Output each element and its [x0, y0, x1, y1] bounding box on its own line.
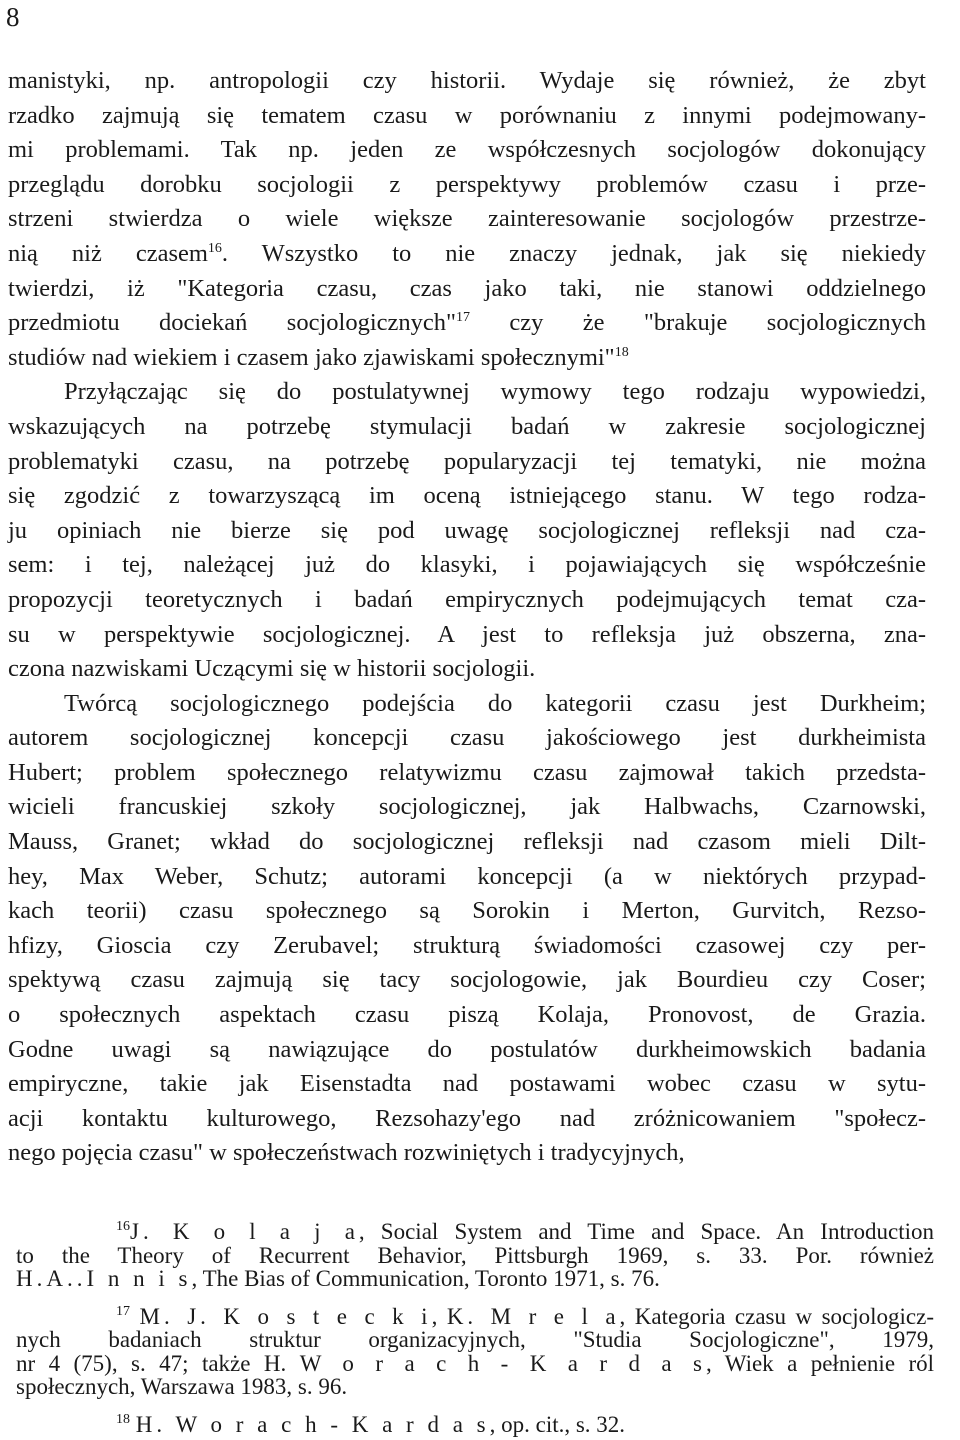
page-number: 8 — [6, 2, 20, 32]
paragraph-start: Przyłączając się do postulatywnej wymowy tego rodzaju wypowiedzi, — [64, 378, 926, 406]
text-line: acji kontaktu kulturowego, Rezsohazy'ego nad zróżnicowaniem "społecz- — [8, 1104, 926, 1132]
paragraph-start: Twórcą socjologicznego podejścia do kategorii czasu jest Durkheim; — [64, 689, 926, 717]
text-line: spektywą czasu zajmują się tacy socjologowie, jak Bourdieu czy Coser; — [8, 966, 926, 994]
text-line: studiów nad wiekiem i czasem jako zjawiskami społecznymi"$^{18}$ — [8, 343, 629, 371]
footnote-line: $^{16}$J. K o l a j a, Social System and Time and Space. An Introduction — [116, 1219, 934, 1244]
text-line: się zgodzić z towarzyszącą im oceną istniejącego stanu. W tego rodza- — [8, 482, 926, 510]
footnote-18 — [16, 1413, 934, 1437]
text-line: propozycji teoretycznych i badań empirycznych podejmujących temat cza- — [8, 585, 926, 613]
footnote-line: nych badaniach struktur organizacyjnych, "Studia Socjologiczne", 1979, — [16, 1327, 934, 1352]
footnote-author: W o r a c h - K a r d a s — [299, 1350, 707, 1376]
footnote-author: H.A..I n n i s — [16, 1266, 192, 1291]
text-line: hey, Max Weber, Schutz; autorami koncepcji (a w niektórych przypad- — [8, 862, 926, 890]
text-line: hfizy, Gioscia czy Zerubavel; strukturą świadomości czasowej czy per- — [8, 931, 926, 959]
text-line: sem: i tej, należącej już do klasyki, i pojawiających się współcześnie — [8, 551, 926, 579]
footnotes — [16, 1220, 934, 1436]
footnote-author: J. K o l a j a — [130, 1219, 359, 1244]
text-line: wicieli francuskiej szkoły socjologicznej, jak Halbwachs, Czarnowski, — [8, 793, 926, 821]
text-line: kach teorii) czasu społecznego są Sorokin i Merton, Gurvitch, Rezso- — [8, 897, 926, 925]
text-line: przedmiotu dociekań socjologicznych"$^{17}$ czy że "brakuje socjologicznych — [8, 309, 926, 337]
footnote-17 — [16, 1305, 934, 1399]
footnote-mark: 17 — [116, 1303, 130, 1319]
text-line: rzadko zajmują się tematem czasu w porównaniu z innymi podejmowany- — [8, 101, 926, 129]
text-line: Godne uwagi są nawiązujące do postulatów durkheimowskich badania — [8, 1035, 926, 1063]
footnote-line: to the Theory of Recurrent Behavior, Pittsburgh 1969, s. 33. Por. również — [16, 1242, 934, 1268]
text-line: ju opiniach nie bierze się pod uwagę socjologicznej refleksji nad cza- — [8, 516, 926, 544]
footnote-ref-17: 17 — [456, 310, 470, 326]
footnote-ref-16: 16 — [207, 240, 222, 256]
text-line: problematyki czasu, na potrzebę popularyzacji tej tematyki, nie można — [8, 447, 926, 475]
footnote-line: $^{17}$ M. J. K o s t e c k i, K. M r e l a, Kategoria czasu w socjologicz- — [116, 1303, 935, 1329]
footnote-author: K. M r e l a — [446, 1303, 620, 1329]
footnote-mark: 16 — [116, 1219, 130, 1234]
footnote-mark: 18 — [116, 1411, 130, 1427]
text-line: manistyki, np. antropologii czy historii. Wydaje się również, że zbyt — [8, 67, 926, 94]
text-line: wskazujących na potrzebę stymulacji badań w zakresie socjologicznej — [8, 412, 926, 440]
footnote-16 — [16, 1220, 934, 1291]
text-line: przeglądu dorobku socjologii z perspektywy problemów czasu i prze- — [8, 170, 926, 198]
text-line: autorem socjologicznej koncepcji czasu jakościowego jest durkheimista — [8, 724, 926, 752]
footnote-line: H.A..I n n i s, The Bias of Communication, Toronto 1971, s. 76. — [16, 1266, 660, 1291]
text-line: czona nazwiskami Uczącymi się w historii socjologii. — [8, 655, 536, 683]
footnote-line: nr 4 (75), s. 47; także H. W o r a c h - K a r d a s, Wiek a pełnienie ról — [16, 1350, 935, 1376]
footnote-line: społecznych, Warszawa 1983, s. 96. — [16, 1374, 348, 1399]
footnote-author: H. W o r a c h - K a r d a s — [135, 1411, 490, 1437]
text-line: empiryczne, takie jak Eisenstadta nad postawami wobec czasu w sytu- — [8, 1070, 926, 1098]
text-line: strzeni stwierdza o wiele większe zainteresowanie socjologów przestrze- — [8, 205, 926, 233]
text-line: o społecznych aspektach czasu piszą Kolaja, Pronovost, de Grazia. — [8, 1001, 926, 1029]
text-line: nią niż czasem$^{16}$. Wszystko to nie znaczy jednak, jak się niekiedy — [8, 239, 927, 267]
text-line: su w perspektywie socjologicznej. A jest to refleksja już obszerna, zna- — [8, 620, 926, 648]
text-line: twierdzi, iż "Kategoria czasu, czas jako taki, nie stanowi oddzielnego — [8, 274, 926, 302]
text-line: Hubert; problem społecznego relatywizmu czasu zajmował takich przedsta- — [8, 758, 926, 786]
text-line: Mauss, Granet; wkład do socjologicznej refleksji nad czasom mieli Dilt- — [8, 828, 926, 856]
text-line: mi problemami. Tak np. jeden ze współczesnych socjologów dokonujący — [8, 136, 926, 164]
footnote-ref-18: 18 — [614, 344, 629, 360]
footnote-author: M. J. K o s t e c k i — [139, 1303, 432, 1329]
footnote-line: $^{18}$ H. W o r a c h - K a r d a s, op. cit., s. 32. — [116, 1411, 626, 1437]
text-line: nego pojęcia czasu" w społeczeństwach rozwiniętych i tradycyjnych, — [8, 1139, 685, 1167]
body-text — [8, 64, 926, 1171]
